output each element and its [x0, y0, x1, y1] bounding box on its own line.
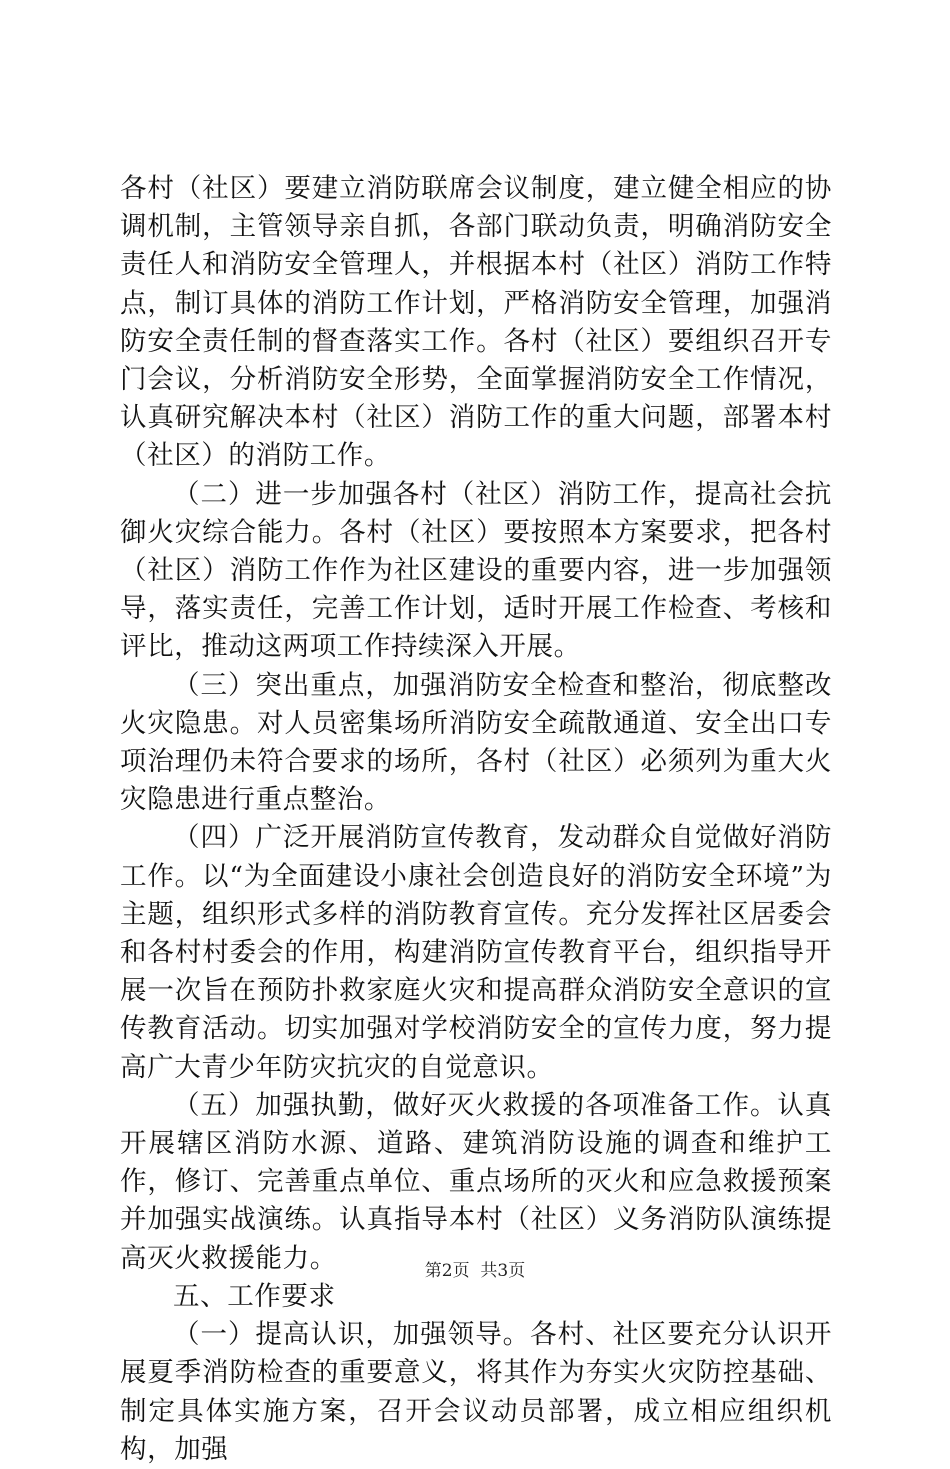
paragraph-5: （五）加强执勤，做好灭火救援的各项准备工作。认真开展辖区消防水源、道路、建筑消防设施的调查和维护工作，修订、完善重点单位、重点场所的灭火和应急救援预案并加强实战演练。认真指导本村（社区）义务消防队演练提高灭火救援能力。 [120, 1089, 832, 1274]
paragraph-4: （四）广泛开展消防宣传教育，发动群众自觉做好消防工作。以“为全面建设小康社会创造良好的消防安全环境”为主题，组织形式多样的消防教育宣传。充分发挥社区居委会和各村村委会的作用，构建消防宣传教育平台，组织指导开展一次旨在预防扑救家庭火灾和提高群众消防安全意识的宣传教育活动。切实加强对学校消防安全的宣传力度，努力提高广大青少年防灾抗灾的自觉意识。 [120, 822, 832, 1083]
paragraph-6: （一）提高认识，加强领导。各村、社区要充分认识开展夏季消防检查的重要意义，将其作为夯实火灾防控基础、制定具体实施方案，召开会议动员部署，成立相应组织机构，加强 [120, 1319, 832, 1465]
page-total: 共3页 [480, 1261, 526, 1281]
section-heading: 五、工作要求 [173, 1280, 336, 1312]
paragraph-1: 各村（社区）要建立消防联席会议制度，建立健全相应的协调机制，主管领导亲自抓，各部门联动负责，明确消防安全责任人和消防安全管理人，并根据本村（社区）消防工作特点，制订具体的消防工作计划，严格消防安全管理，加强消防安全责任制的督查落实工作。各村（社区）要组织召开专门会议，分析消防安全形势，全面掌握消防安全工作情况，认真研究解决本村（社区）消防工作的重大问题，部署本村（社区）的消防工作。 [120, 173, 832, 472]
paragraph-3: （三）突出重点，加强消防安全检查和整治，彻底整改火灾隐患。对人员密集场所消防安全疏散通道、安全出口专项治理仍未符合要求的场所，各村（社区）必须列为重大火灾隐患进行重点整治。 [120, 669, 832, 816]
page-number: 第2页 [424, 1261, 470, 1281]
page-footer [0, 1260, 950, 1282]
paragraph-2: （二）进一步加强各村（社区）消防工作，提高社会抗御火灾综合能力。各村（社区）要按照本方案要求，把各村（社区）消防工作作为社区建设的重要内容，进一步加强领导，落实责任，完善工作计划，适时开展工作检查、考核和评比，推动这两项工作持续深入开展。 [120, 478, 832, 663]
